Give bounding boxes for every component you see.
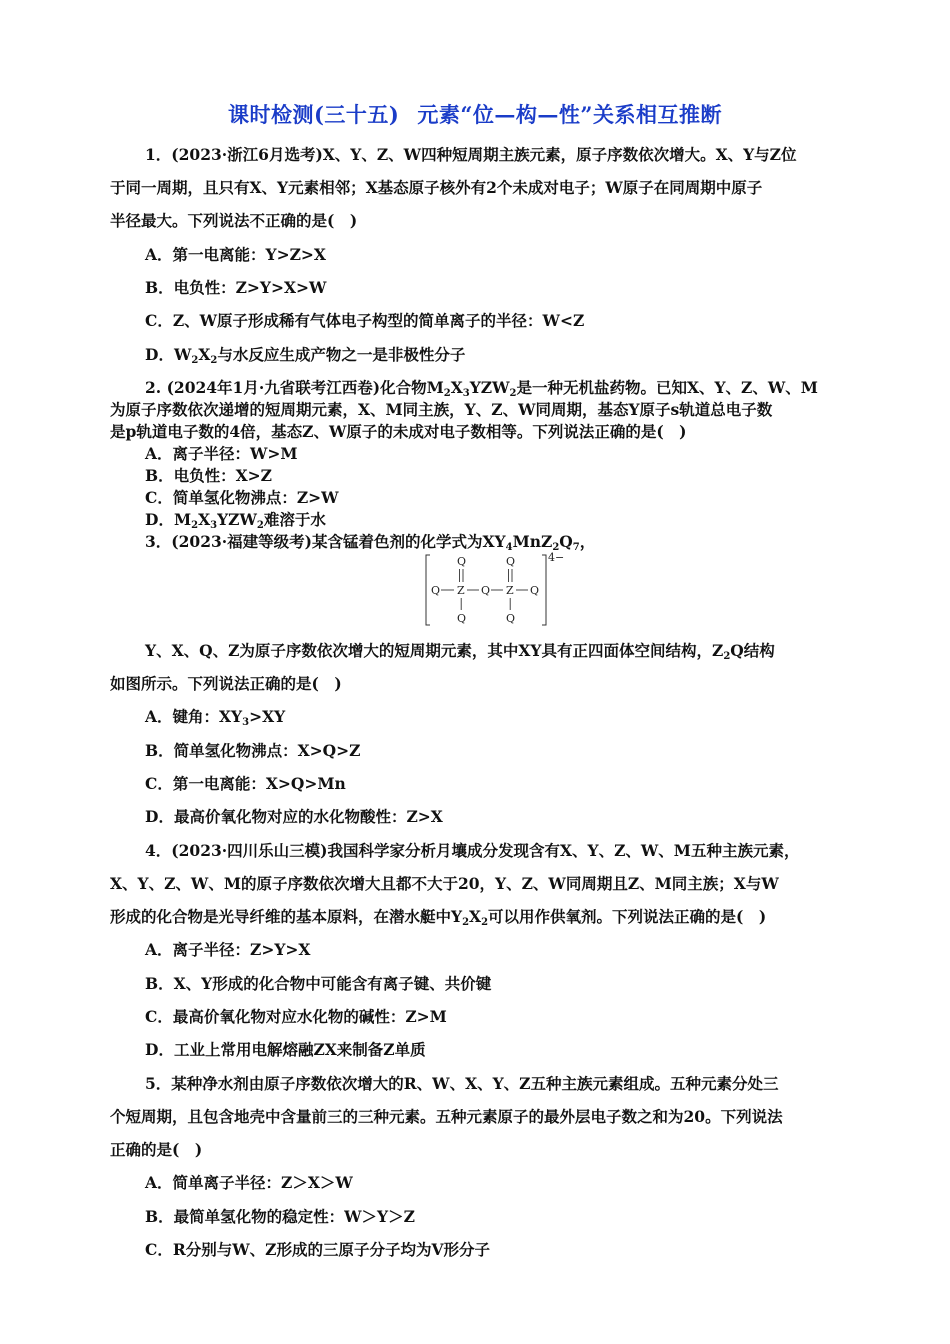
q5-line-1: 5．某种净水剂由原子序数依次增大的R、W、X、Y、Z五种主族元素组成。五种元素分处三 (145, 1074, 779, 1093)
q3-option-a: A．键角：$XY_3>XY$ (145, 707, 286, 728)
atom-z-left: Z (457, 584, 465, 597)
q4-option-d: D．工业上常用电解熔融ZX来制备Z单质 (145, 1040, 426, 1059)
q2-option-b: B．电负性：X>Z (145, 466, 272, 485)
q5-option-c: C．R分别与W、Z形成的三原子分子均为V形分子 (145, 1240, 490, 1259)
q4-option-c: C．最高价氧化物对应水化物的碱性：Z>M (145, 1007, 447, 1026)
q2-line-1: 2. (2024年1月·九省联考江西卷)化合物$M_2X_3YZW_2$是一种无机盐药物。已知X、Y、Z、W、M (145, 378, 818, 399)
q4-line-3: 形成的化合物是光导纤维的基本原料，在潜水艇中$Y_2X_2$可以用作供氧剂。下列说法正确的是( ) (110, 907, 767, 928)
title-sub: 元素“位—构—性”关系相互推断 (417, 102, 723, 127)
q1-line-2: 于同一周期，且只有X、Y元素相邻；X基态原子核外有2个未成对电子；W原子在同周期中原子 (110, 178, 763, 197)
atom-z-right: Z (506, 584, 514, 597)
q2-line-2: 为原子序数依次递增的短周期元素，X、M同主族，Y、Z、W同周期，基态Y原子s轨道总电子数 (110, 400, 773, 419)
atom-q-bottom-right: Q (506, 612, 516, 625)
z2q7-structure-diagram (424, 552, 564, 628)
q3-line-1: 3．(2023·福建等级考)某含锰着色剂的化学式为$XY_4MnZ_2Q_7$， (145, 532, 596, 553)
q2-option-d: D．$M_2X_3YZW_2$难溶于水 (145, 510, 326, 531)
q5-option-b: B．最简单氢化物的稳定性：W＞Y＞Z (145, 1207, 415, 1226)
atom-q-left: Q (431, 584, 441, 597)
page-title (0, 99, 950, 129)
charge-label: 4− (548, 552, 564, 564)
q5-line-2: 个短周期，且包含地壳中含量前三的三种元素。五种元素原子的最外层电子数之和为20。下列说法 (110, 1107, 783, 1126)
q1-line-3: 半径最大。下列说法不正确的是( ) (110, 211, 358, 230)
q1-option-b: B．电负性：Z>Y>X>W (145, 278, 327, 297)
right-bracket (542, 555, 546, 625)
atom-q-bridge: Q (481, 584, 491, 597)
q5-line-3: 正确的是( ) (110, 1140, 203, 1159)
q3-option-d: D．最高价氧化物对应的水化物酸性：Z>X (145, 807, 443, 826)
atom-q-top-left: Q (457, 555, 467, 568)
q3-option-c: C．第一电离能：X>Q>Mn (145, 774, 346, 793)
q4-option-a: A．离子半径：Z>Y>X (145, 940, 311, 959)
q3-line-3: 如图所示。下列说法正确的是( ) (110, 674, 342, 693)
q2-option-c: C．简单氢化物沸点：Z>W (145, 488, 339, 507)
atom-q-bottom-left: Q (457, 612, 467, 625)
q4-line-2: X、Y、Z、W、M的原子序数依次增大且都不大于20，Y、Z、W同周期且Z、M同主族；X与W (110, 874, 779, 893)
atom-q-right: Q (530, 584, 540, 597)
q3-line-2: Y、X、Q、Z为原子序数依次增大的短周期元素，其中XY具有正四面体空间结构，$Z_2Q$结构 (145, 641, 775, 662)
q1-option-c: C．Z、W原子形成稀有气体电子构型的简单离子的半径：W<Z (145, 311, 585, 330)
q1-line-1: 1．(2023·浙江6月选考)X、Y、Z、W四种短周期主族元素，原子序数依次增大。X、Y与Z位 (145, 145, 797, 164)
atom-q-top-right: Q (506, 555, 516, 568)
q5-option-a: A．简单离子半径：Z＞X＞W (145, 1173, 353, 1192)
q1-option-a: A．第一电离能：Y>Z>X (145, 245, 326, 264)
q2-option-a: A．离子半径：W>M (145, 444, 298, 463)
left-bracket (426, 555, 430, 625)
title-main: 课时检测(三十五) (227, 102, 400, 127)
q2-line-3: 是p轨道电子数的4倍，基态Z、W原子的未成对电子数相等。下列说法正确的是( ) (110, 422, 687, 441)
q3-option-b: B．简单氢化物沸点：X>Q>Z (145, 741, 361, 760)
q4-option-b: B．X、Y形成的化合物中可能含有离子键、共价键 (145, 974, 492, 993)
q4-line-1: 4．(2023·四川乐山三模)我国科学家分析月壤成分发现含有X、Y、Z、W、M五种主族元素， (145, 841, 800, 860)
q1-option-d: D．$W_2X_2$与水反应生成产物之一是非极性分子 (145, 345, 466, 366)
